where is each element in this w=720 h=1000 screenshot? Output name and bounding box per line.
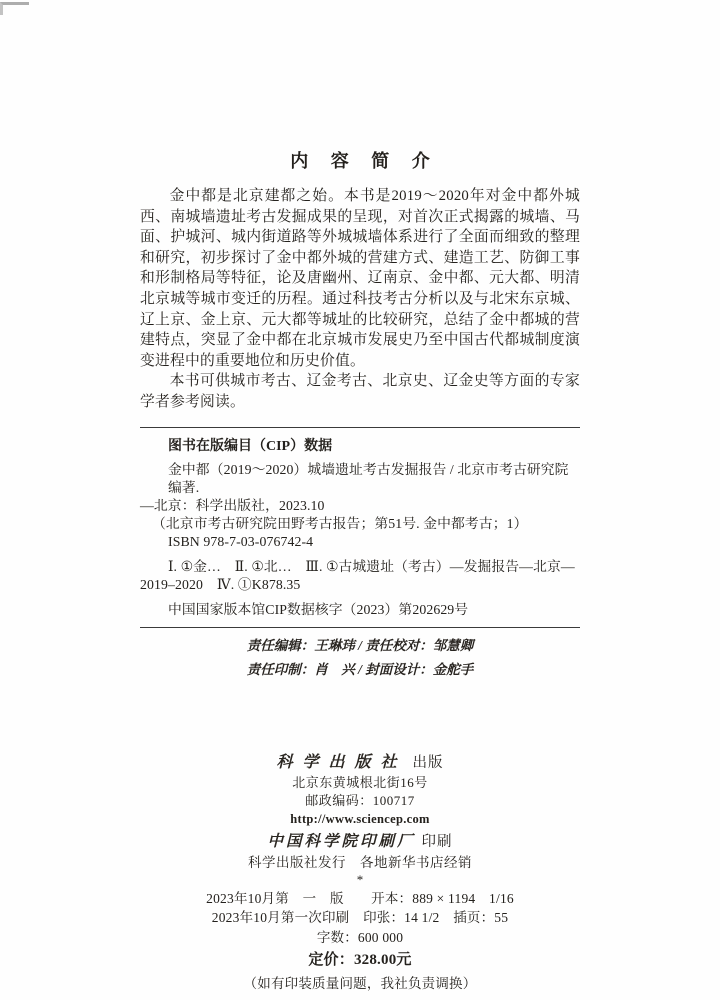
cip-bottom-rule — [140, 627, 580, 628]
edition-line-1: 2023年10月第 一 版 开本：889 × 1194 1/16 — [206, 890, 514, 906]
credit-printing-line: 责任印制：肖 兴 / 封面设计：金舵手 — [246, 661, 474, 677]
edition-block — [140, 889, 580, 994]
scan-artifact — [0, 2, 29, 15]
cip-block — [140, 438, 580, 619]
quality-notice: （如有印装质量问题，我社负责调换） — [243, 975, 477, 991]
cip-classification-line-2: 2019–2020 Ⅳ. ①K878.35 — [140, 576, 301, 592]
cip-title-line-1: 金中都（2019～2020）城墙遗址考古发掘报告 / 北京市考古研究院编著. — [168, 461, 569, 495]
cip-title-line-2: —北京：科学出版社，2023.10 — [140, 497, 325, 513]
cip-registration-number: 中国国家版本馆CIP数据核字（2023）第202629号 — [168, 601, 469, 617]
staff-credits — [140, 634, 580, 682]
price: 定价：328.00元 — [308, 951, 412, 968]
publisher-website: http://www.sciencep.com — [290, 811, 430, 826]
intro-paragraph-1: 金中都是北京建都之始。本书是2019～2020年对金中都外城西、南城墙遗址考古发掘成果的呈现，对首次正式揭露的城墙、马面、护城河、城内街道路等外城城墙体系进行了全面而细致的整理和研究，初步探讨了金中都外城的营建方式、建造工艺、防御工事和形制格局等特征，论及唐幽州、辽南京、金中都、元大都、明清北京城等城市变迁的历程。通过科技考古分析以及与北宋东京城、辽上京、金上京、元大都等城址的比较研究，总结了金中都城的营建特点，突显了金中都在北京城市发展史乃至中国古代都城制度演变进程中的重要地位和历史价值。 — [140, 188, 580, 369]
distribution-line: 科学出版社发行 各地新华书店经销 — [248, 854, 472, 870]
printer-suffix: 印刷 — [421, 833, 453, 850]
printer-line — [140, 831, 580, 853]
credit-editor-line: 责任编辑：王琳玮 / 责任校对：邹慧卿 — [246, 637, 474, 653]
intro-paragraph-2: 本书可供城市考古、辽金考古、北京史、辽金史等方面的专家学者参考阅读。 — [140, 373, 580, 410]
publisher-block — [140, 752, 580, 886]
publisher-name-line — [140, 752, 580, 774]
cip-isbn: ISBN 978-7-03-076742-4 — [168, 533, 314, 549]
intro-title: 内 容 简 介 — [290, 151, 439, 171]
cip-top-rule — [140, 427, 580, 428]
publisher-name: 科学出版社 — [276, 753, 407, 771]
colophon-content — [140, 0, 580, 994]
word-count: 字数：600 000 — [316, 930, 404, 946]
cip-series-line: （北京市考古研究院田野考古报告；第51号. 金中都考古；1） — [152, 515, 528, 531]
publisher-publish-suffix: 出版 — [412, 754, 444, 771]
section-separator-star: * — [356, 871, 364, 887]
publisher-postcode: 邮政编码：100717 — [305, 792, 415, 808]
publisher-address: 北京东黄城根北街16号 — [292, 774, 428, 790]
cip-classification-line-1: Ⅰ. ①金… Ⅱ. ①北… Ⅲ. ①古城遗址（考古）—发掘报告—北京— — [168, 558, 575, 574]
cip-heading: 图书在版编目（CIP）数据 — [168, 438, 333, 454]
printer-name: 中国科学院印刷厂 — [267, 832, 416, 850]
edition-line-2: 2023年10月第一次印刷 印张：14 1/2 插页：55 — [211, 910, 509, 926]
